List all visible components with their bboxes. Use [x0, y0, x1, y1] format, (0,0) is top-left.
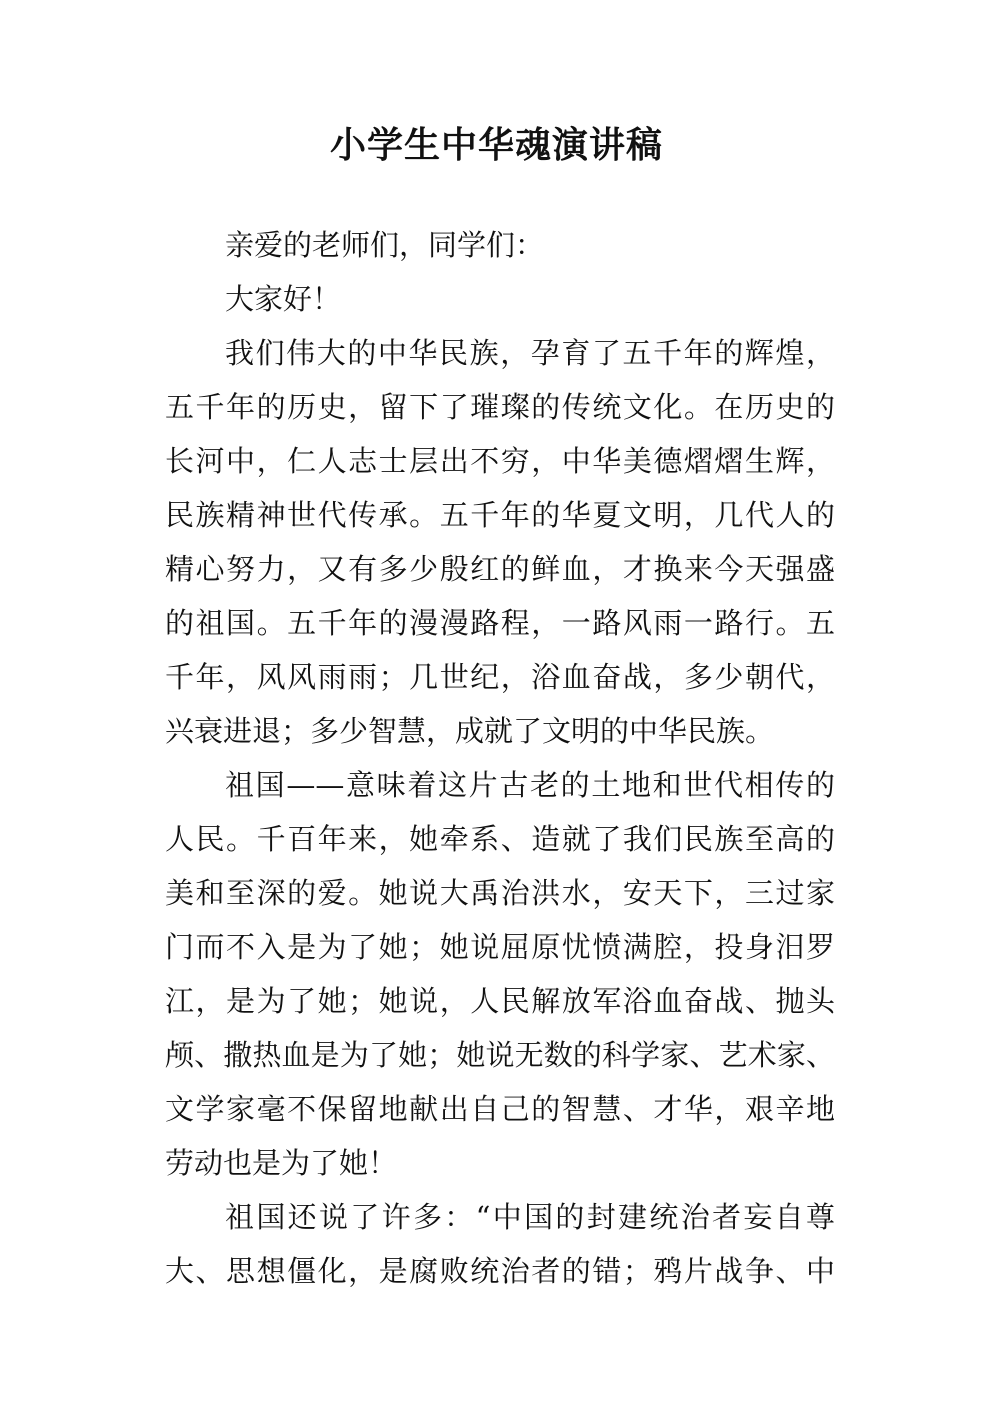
body-line: 劳动也是为了她！ [165, 1146, 398, 1180]
body-line: 祖国——意味着这片古老的土地和世代相传的 [225, 768, 835, 802]
body-line: 兴衰进退；多少智慧，成就了文明的中华民族。 [165, 714, 775, 748]
body-line: 大家好！ [225, 282, 342, 316]
body-line: 文学家毫不保留地献出自己的智慧、才华，艰辛地 [165, 1092, 835, 1126]
body-line: 大、思想僵化，是腐败统治者的错；鸦片战争、中 [165, 1254, 835, 1288]
document-title: 小学生中华魂演讲稿 [329, 125, 663, 166]
document-body [165, 218, 835, 1298]
body-line: 长河中，仁人志士层出不穷，中华美德熠熠生辉， [165, 444, 835, 478]
body-line: 祖国还说了许多：“中国的封建统治者妄自尊 [225, 1200, 835, 1234]
body-line: 我们伟大的中华民族，孕育了五千年的辉煌， [225, 336, 835, 370]
body-line: 江，是为了她；她说，人民解放军浴血奋战、抛头 [165, 984, 835, 1018]
body-line: 人民。千百年来，她牵系、造就了我们民族至高的 [165, 822, 835, 856]
body-line: 颅、撒热血是为了她；她说无数的科学家、艺术家、 [165, 1038, 835, 1072]
body-line: 的祖国。五千年的漫漫路程，一路风雨一路行。五 [165, 606, 835, 640]
body-line: 美和至深的爱。她说大禹治洪水，安天下，三过家 [165, 876, 835, 910]
body-line: 精心努力，又有多少殷红的鲜血，才换来今天强盛 [165, 552, 835, 586]
body-line: 五千年的历史，留下了璀璨的传统文化。在历史的 [165, 390, 835, 424]
body-line: 亲爱的老师们，同学们： [225, 228, 545, 262]
body-line: 门而不入是为了她；她说屈原忧愤满腔，投身汨罗 [165, 930, 835, 964]
body-line: 千年，风风雨雨；几世纪，浴血奋战，多少朝代， [165, 660, 835, 694]
body-line: 民族精神世代传承。五千年的华夏文明，几代人的 [165, 498, 835, 532]
